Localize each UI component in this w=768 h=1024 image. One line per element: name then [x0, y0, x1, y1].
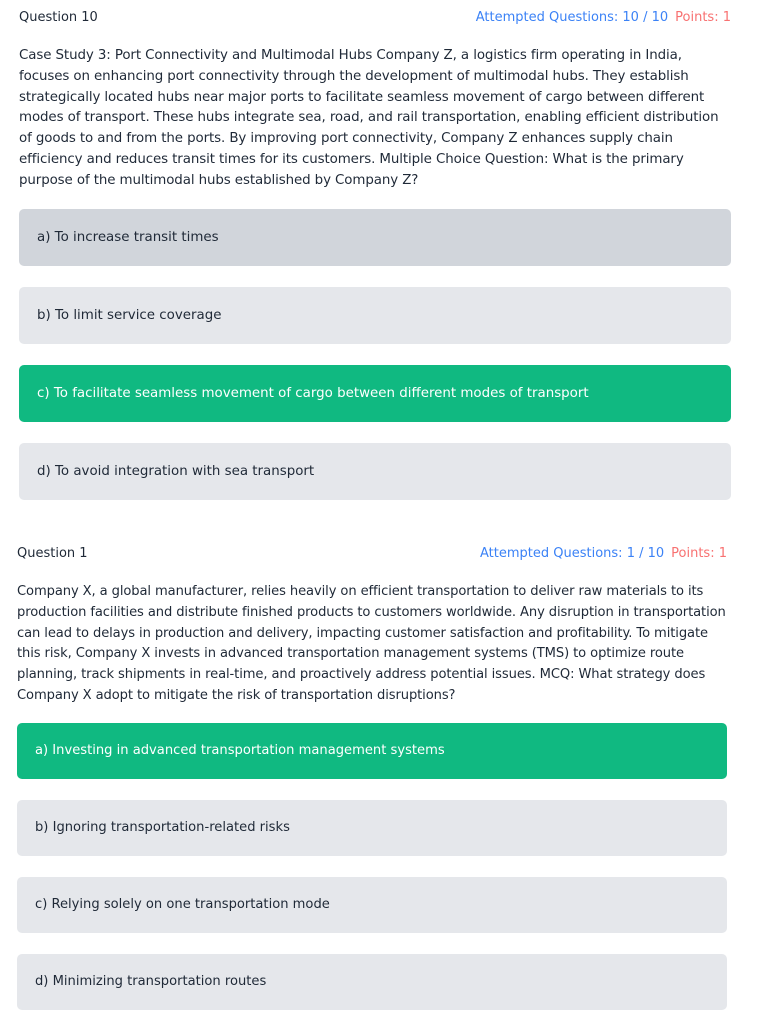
- question-meta: [480, 546, 727, 561]
- question-header: [19, 0, 731, 34]
- answer-options: [17, 723, 727, 1010]
- option-c[interactable]: c) To facilitate seamless movement of cargo between different modes of transport: [19, 365, 731, 422]
- question-meta: [476, 10, 731, 25]
- option-c[interactable]: c) Relying solely on one transportation mode: [17, 877, 727, 933]
- question-number: Question 10: [19, 9, 98, 25]
- question-card: [17, 536, 727, 1024]
- option-a[interactable]: a) Investing in advanced transportation management systems: [17, 723, 727, 779]
- option-a[interactable]: a) To increase transit times: [19, 209, 731, 266]
- question-text: Case Study 3: Port Connectivity and Multimodal Hubs Company Z, a logistics firm operating in India, focuses on enhancing port connectivity through the development of multimodal hubs. They establish strategically located hubs near major ports to facilitate seamless movement of cargo between different modes of transport. These hubs integrate sea, road, and rail transportation, enabling efficient distribution of goods to and from the ports. By improving port connectivity, Company Z enhances supply chain efficiency and reduces transit times for its customers. Multiple Choice Question: What is the primary purpose of the multimodal hubs established by Company Z?: [19, 48, 719, 188]
- option-d[interactable]: d) To avoid integration with sea transport: [19, 443, 731, 500]
- option-d[interactable]: d) Minimizing transportation routes: [17, 954, 727, 1010]
- question-header: [17, 536, 727, 570]
- question-number: Question 1: [17, 545, 88, 561]
- option-b[interactable]: b) To limit service coverage: [19, 287, 731, 344]
- points-label: Points: 1: [675, 9, 731, 25]
- question-card: [19, 0, 731, 521]
- points-label: Points: 1: [671, 545, 727, 561]
- attempted-count: Attempted Questions: 10 / 10: [475, 9, 669, 25]
- answer-options: [19, 209, 731, 500]
- attempted-count: Attempted Questions: 1 / 10: [480, 545, 665, 561]
- option-b[interactable]: b) Ignoring transportation-related risks: [17, 800, 727, 856]
- question-text: Company X, a global manufacturer, relies heavily on efficient transportation to deliver raw materials to its production facilities and distribute finished products to customers worldwide. Any disruption in transportation can lead to delays in production and delivery, impacting customer satisfaction and profitability. To mitigate this risk, Company X invests in advanced transportation management systems (TMS) to optimize route planning, track shipments in real-time, and proactively address potential issues. MCQ: What strategy does Company X adopt to mitigate the risk of transportation disruptions?: [17, 584, 726, 703]
